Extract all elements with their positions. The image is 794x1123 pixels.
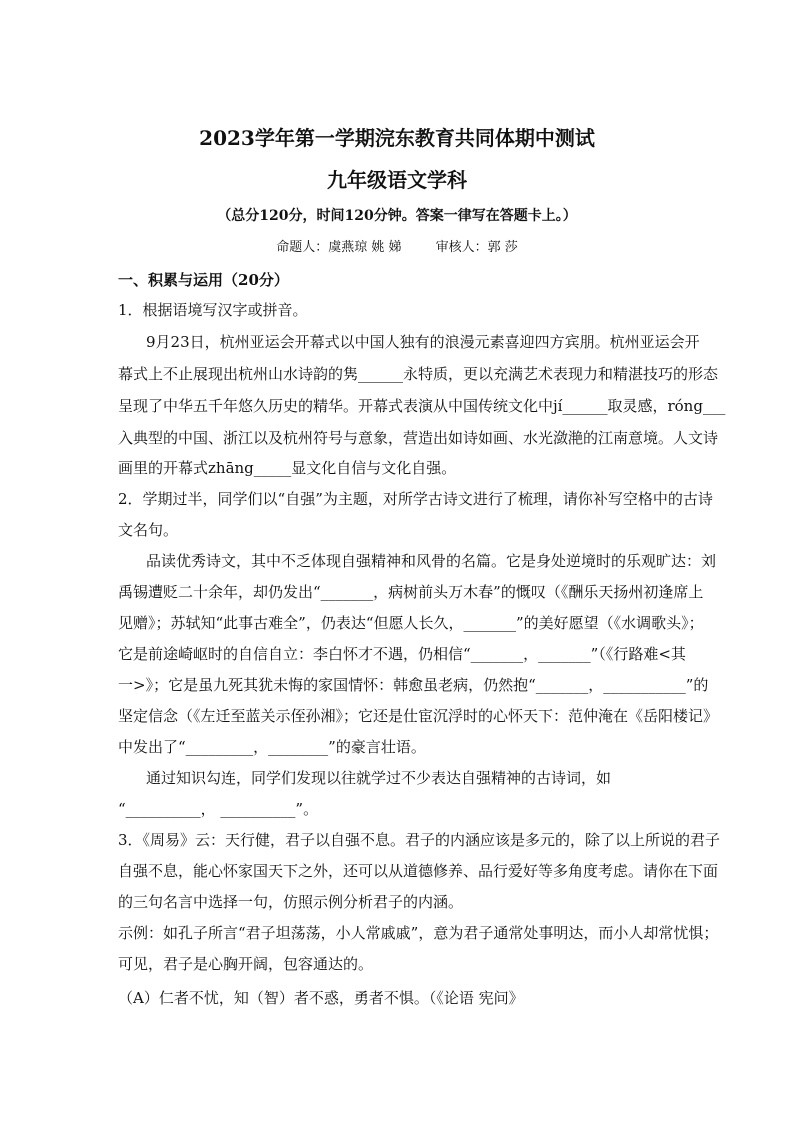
q3-example: 可见，君子是心胸开阔，包容通达的。 bbox=[118, 955, 374, 973]
q2-line: 中发出了“_________，________”的豪言壮语。 bbox=[118, 738, 426, 756]
proposers: 命题人：虞燕琼 姚 娣 bbox=[276, 240, 402, 255]
q3-line: 的三句名言中选择一句，仿照示例分析君子的内涵。 bbox=[118, 893, 464, 911]
q3-option-a: （A）仁者不忧，知（智）者不惑，勇者不惧。（《论语 宪问》 bbox=[118, 989, 524, 1007]
q2-line: 禹锡遭贬二十余年，却仍发出“_______，病树前头万木春”的慨叹（《酬乐天扬州初逢席上 bbox=[118, 583, 704, 601]
q2-line: 它是前途崎岖时的自信自立：李白怀才不遇，仍相信“_______，_______”（《行路难<其 bbox=[118, 645, 686, 663]
q1-line: 幕式上不止展现出杭州山水诗韵的隽______永特质，更以充满艺术表现力和精湛技巧的形态 bbox=[118, 365, 719, 383]
q3-line: 自强不息，能心怀家国天下之外，还可以从道德修养、品行爱好等多角度考虑。请你在下面 bbox=[118, 862, 719, 880]
subject-title: 九年级语文学科 bbox=[327, 168, 467, 192]
q2-line: 通过知识勾连，同学们发现以往就学过不少表达自强精神的古诗词，如 bbox=[146, 769, 612, 787]
q3-line: 3．《周易》云：天行健，君子以自强不息。君子的内涵应该是多元的，除了以上所说的君子 bbox=[118, 831, 721, 849]
q2-line: 见赠》；苏轼知“此事古难全”，仍表达“但愿人长久，_______”的美好愿望（《水调歌头》； bbox=[118, 614, 704, 632]
q1-line: 画里的开幕式zhāng_____显文化自信与文化自强。 bbox=[118, 459, 457, 477]
q2-line: 一>》；它是虽九死其犹未悔的家国情怀：韩愈虽老病，仍然抱“_______，___________”的 bbox=[118, 676, 709, 694]
q2-line: 坚定信念（《左迁至蓝关示侄孙湘》；它还是仕宦沉浮时的心怀天下：范仲淹在《岳阳楼记》 bbox=[118, 707, 719, 725]
q3-example: 示例：如孔子所言“君子坦荡荡，小人常戚戚”，意为君子通常处事明达，而小人却常忧惧； bbox=[118, 924, 719, 942]
q2-prompt: 2．学期过半，同学们以“自强”为主题，对所学古诗文进行了梳理，请你补写空格中的古诗 bbox=[118, 490, 713, 508]
q2-line: 品读优秀诗文，其中不乏体现自强精神和风骨的名篇。它是身处逆境时的乐观旷达：刘 bbox=[146, 552, 717, 570]
q1-line: 9月23日，杭州亚运会开幕式以中国人独有的浪漫元素喜迎四方宾朋。杭州亚运会开 bbox=[146, 333, 700, 351]
q2-prompt: 文名句。 bbox=[118, 521, 179, 539]
reviewer: 审核人：郭 莎 bbox=[435, 240, 518, 255]
exam-title: 2023学年第一学期浣东教育共同体期中测试 bbox=[199, 126, 595, 150]
q1-prompt: 1．根据语境写汉字或拼音。 bbox=[118, 301, 308, 319]
q2-line: “__________， __________”。 bbox=[118, 800, 319, 818]
authors-line bbox=[0, 238, 794, 258]
exam-note: （总分120分，时间120分钟。答案一律写在答题卡上。） bbox=[217, 208, 577, 224]
section-heading: 一、积累与运用（20分） bbox=[118, 271, 289, 289]
q1-line: 入典型的中国、浙江以及杭州符号与意象，营造出如诗如画、水光潋滟的江南意境。人文诗 bbox=[118, 429, 719, 447]
q1-line: 呈现了中华五千年悠久历史的精华。开幕式表演从中国传统文化中jí______取灵感，róng___ bbox=[118, 397, 726, 415]
